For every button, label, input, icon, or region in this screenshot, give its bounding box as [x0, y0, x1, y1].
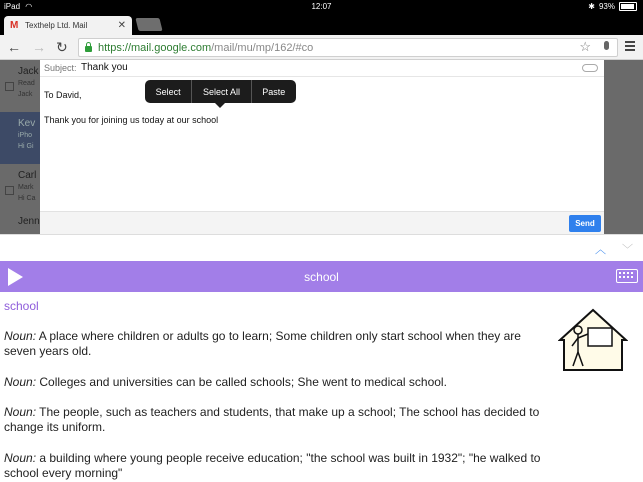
definition-item	[4, 451, 544, 481]
subject-row[interactable]	[40, 60, 604, 77]
browser-toolbar	[0, 35, 643, 60]
forward-icon[interactable]: →	[32, 39, 46, 55]
chevron-up-icon[interactable]: ︿	[595, 243, 606, 256]
send-button[interactable]: Send	[569, 215, 601, 232]
tab-bar	[0, 14, 643, 35]
wifi-icon: ◠	[25, 2, 33, 11]
definition-text: The people, such as teachers and students, that make up a school; The school has decided to change its uniform.	[4, 405, 540, 434]
row-checkbox	[5, 186, 14, 195]
select-all-button[interactable]: Select All	[192, 80, 251, 103]
device-label: iPad ◠	[4, 2, 33, 11]
part-of-speech: Noun:	[4, 451, 37, 465]
compose-greeting[interactable]: To David,	[44, 90, 82, 100]
gmail-icon: M	[10, 20, 19, 31]
select-button[interactable]: Select	[145, 80, 192, 103]
list-item: Jack Read Jack	[0, 60, 40, 112]
part-of-speech: Noun:	[4, 375, 37, 389]
close-tab-icon[interactable]: ✕	[117, 20, 126, 31]
menu-icon[interactable]	[625, 41, 635, 53]
url-host: https://mail.google.com	[98, 41, 212, 54]
reload-icon[interactable]: ↻	[56, 39, 68, 55]
chevron-down-icon[interactable]: ﹀	[622, 243, 633, 256]
compose-footer	[40, 211, 604, 235]
back-icon[interactable]: ←	[7, 39, 21, 55]
list-item: Carl Mark Hi Ca	[0, 164, 40, 216]
keyboard-icon[interactable]	[616, 269, 638, 283]
definition-item	[4, 375, 544, 390]
definition-item	[4, 329, 544, 359]
compose-window	[40, 60, 604, 234]
list-item: Jenn	[18, 216, 40, 227]
compose-body[interactable]: Thank you for joining us today at our school	[44, 115, 219, 125]
battery-percent: 93%	[598, 2, 615, 11]
dictionary-word: school	[304, 270, 339, 284]
star-icon[interactable]: ☆	[579, 39, 591, 54]
edit-menu	[145, 80, 296, 103]
headword: school	[4, 299, 39, 313]
definition-text: Colleges and universities can be called schools; She went to medical school.	[36, 375, 447, 389]
tab-title: Texthelp Ltd. Mail	[25, 21, 88, 30]
subject-field[interactable]: Thank you	[81, 62, 128, 73]
definition-text: A place where children or adults go to learn; Some children only start school when they are seven years old.	[4, 329, 521, 358]
definition-text: a building where young people receive education; "the school was built in 1932"; "he walked to school every morning"	[4, 451, 541, 480]
school-symbol-icon	[558, 308, 628, 372]
url-path: /mail/mu/mp/162/#co	[211, 41, 314, 54]
paste-button[interactable]: Paste	[262, 86, 286, 97]
row-checkbox	[5, 82, 14, 91]
tab-gmail[interactable]	[4, 16, 132, 35]
new-tab-button[interactable]	[135, 18, 162, 31]
battery-icon	[619, 2, 637, 11]
lock-icon	[85, 46, 92, 52]
definition-item	[4, 405, 544, 435]
dictionary-panel	[0, 292, 643, 482]
address-bar[interactable]	[78, 38, 618, 57]
subject-label: Subject:	[44, 63, 77, 73]
list-item: Kev iPho Hi Gi	[0, 112, 40, 164]
clock: 12:07	[311, 2, 332, 11]
mic-icon[interactable]	[604, 41, 609, 50]
inbox-right-strip	[604, 60, 643, 234]
part-of-speech: Noun:	[4, 329, 37, 343]
status-right	[588, 2, 637, 11]
paperclip-icon[interactable]	[582, 64, 598, 72]
status-bar	[0, 0, 643, 14]
keyboard-accessory-bar	[0, 234, 643, 262]
edit-menu-arrow	[215, 103, 225, 108]
bluetooth-icon: ✱	[588, 2, 595, 11]
part-of-speech: Noun:	[4, 405, 37, 419]
dictionary-header	[0, 261, 643, 292]
